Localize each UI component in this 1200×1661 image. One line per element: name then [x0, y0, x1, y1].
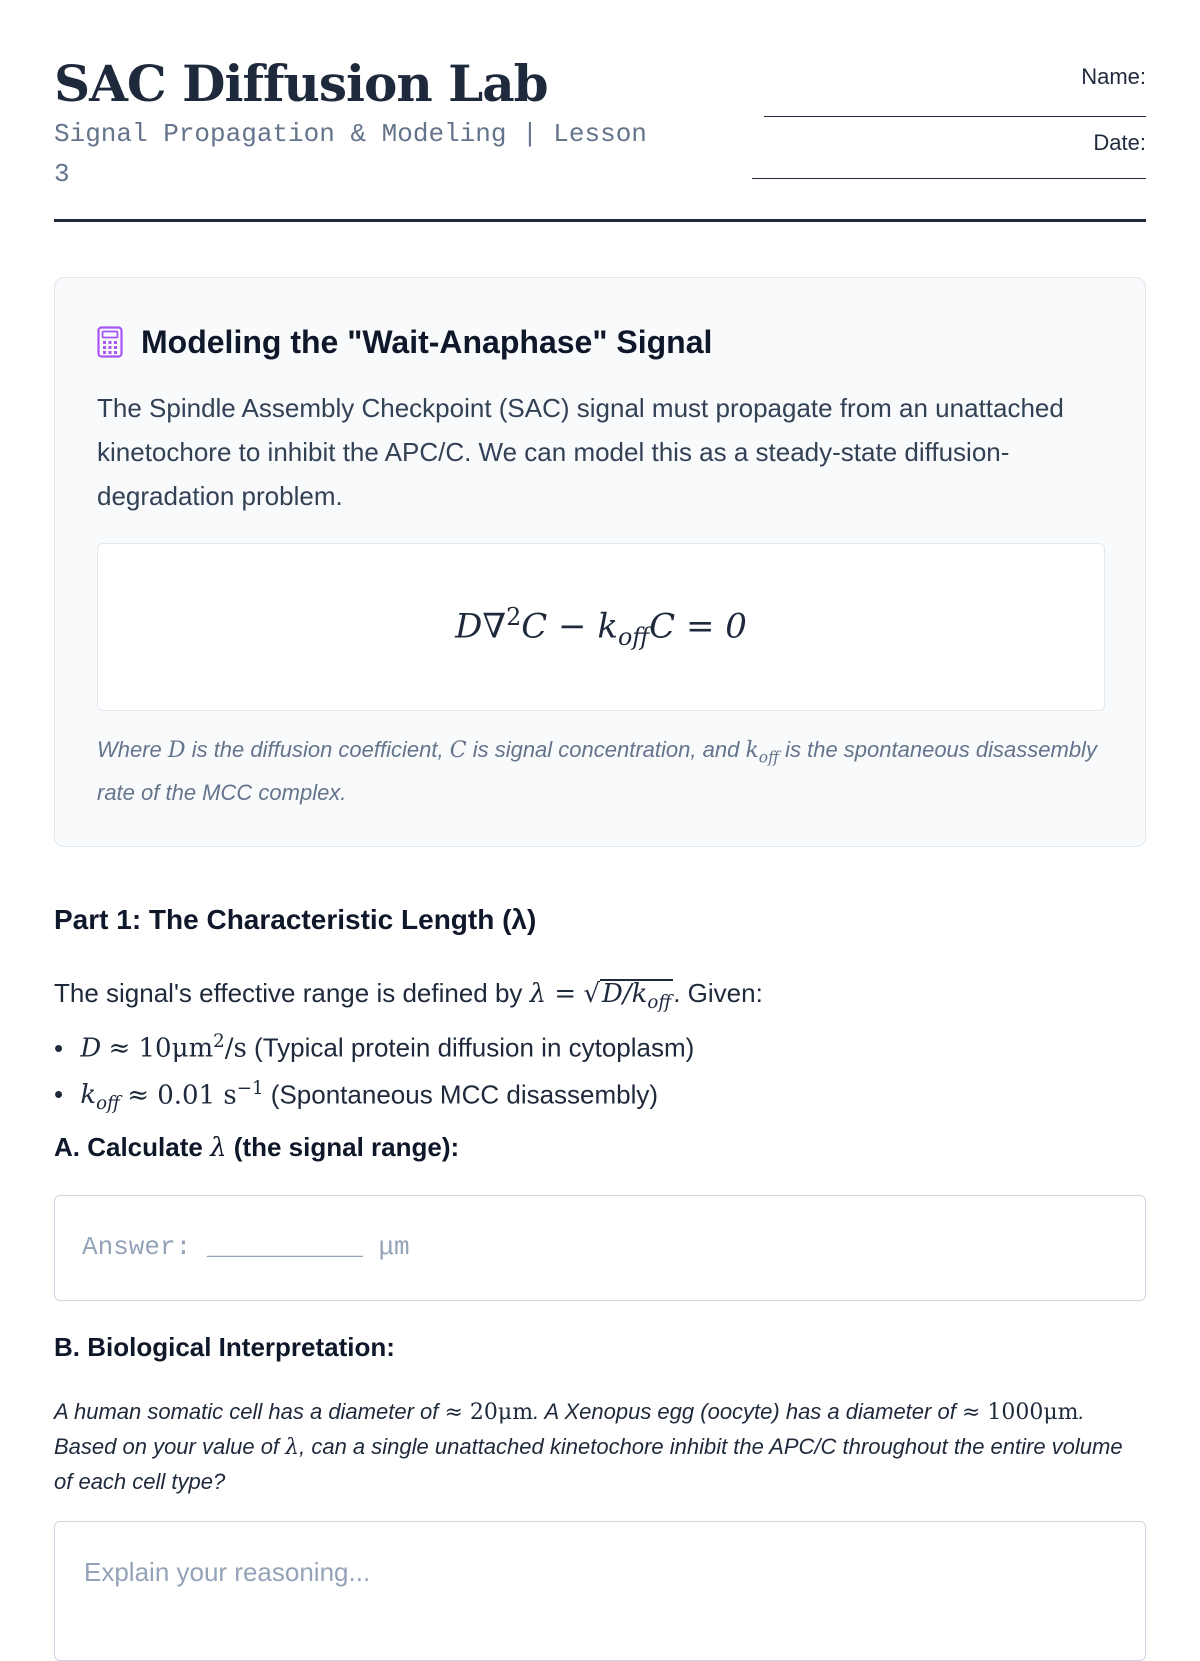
name-label: Name: [1081, 64, 1146, 89]
model-card-title: Modeling the "Wait-Anaphase" Signal [141, 323, 713, 360]
date-field[interactable] [752, 178, 1146, 179]
question-b-label: B. Biological Interpretation: [54, 1332, 395, 1362]
reasoning-input[interactable] [82, 1556, 1116, 1589]
date-row [726, 126, 1146, 192]
name-field[interactable] [764, 116, 1146, 117]
model-card [54, 277, 1146, 847]
page-subtitle: Signal Propagation & Modeling | Lesson 3 [54, 119, 647, 189]
model-card-description: The Spindle Assembly Checkpoint (SAC) signal must propagate from an unattached kinetochore to inhibit the APC/C. We can model this as a steady-state diffusion-degradation problem. [97, 393, 1064, 511]
question-a-label: A. Calculate λ (the signal range): [54, 1132, 460, 1163]
given-diffusion-coefficient: • $D \approx 10\mu m^2/s$ (Typical protein diffusion in cytoplasm) [54, 1022, 694, 1069]
range-definition: The signal's effective range is defined by $\lambda = √D/k_{off}$. Given: [54, 978, 763, 1014]
biological-interpretation-text: A human somatic cell has a diameter of ≈ 20μm. A Xenopus egg (oocyte) has a diameter of ≈ 1000μm. Based on your value of λ, can a single unattached kinetochore inhibit the APC/C throughout the entire volume of each cell type? [54, 1399, 1123, 1494]
answer-box[interactable] [54, 1195, 1146, 1301]
name-row [726, 60, 1146, 126]
worksheet-header [54, 0, 1146, 222]
worksheet-page [54, 0, 1146, 1494]
part1-title: Part 1: The Characteristic Length (λ) [54, 904, 537, 935]
equation-box [97, 543, 1105, 711]
answer-field[interactable]: Answer: __________ μm [82, 1232, 410, 1262]
page-title: SAC Diffusion Lab [54, 54, 548, 113]
equation-caption: Where D is the diffusion coefficient, C is signal concentration, and $k_{off}$ is the spontaneous disassembly rate of the MCC complex. [97, 737, 1097, 806]
given-values-list [54, 1022, 694, 1125]
reasoning-box[interactable] [54, 1521, 1146, 1661]
diffusion-equation: $D\nabla^2C - k_{off}C = 0$ [455, 602, 747, 652]
calculator-icon [97, 326, 123, 358]
model-card-header [97, 322, 712, 362]
student-meta [726, 60, 1146, 192]
given-koff-rate: • $k_{off} \approx 0.01$ $s^{-1}$ (Spontaneous MCC disassembly) [54, 1069, 694, 1125]
date-label: Date: [1093, 130, 1146, 155]
